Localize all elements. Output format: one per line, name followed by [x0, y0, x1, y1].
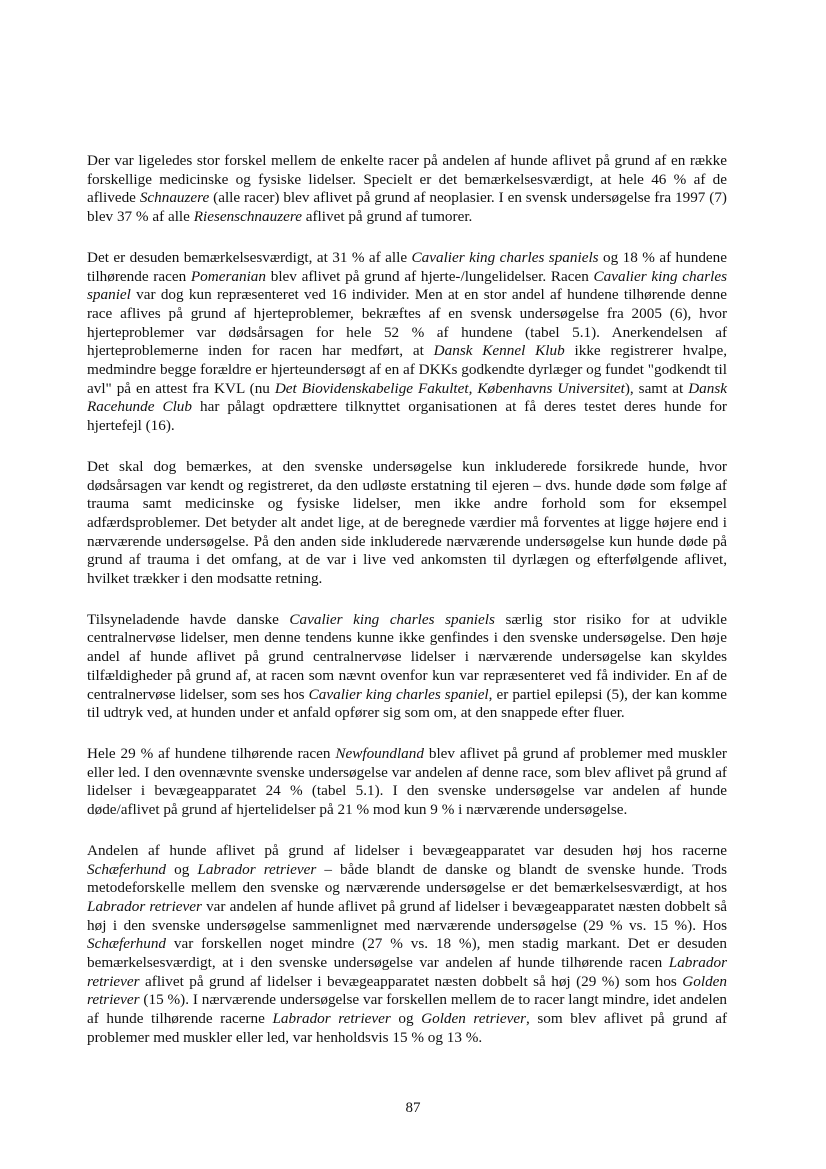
italic-text-segment: Labrador retriever [197, 860, 317, 878]
text-segment: (15 %). I nærværende undersøgelse var forskellen mellem de to racer langt mindre, idet andelen af hunde tilhørende racerne [87, 991, 727, 1028]
italic-text-segment: Cavalier king charles spaniels [411, 248, 599, 266]
italic-text-segment: Cavalier king charles spaniel [308, 685, 489, 703]
paragraph [87, 842, 727, 1048]
text-segment: Hele 29 % af hundene tilhørende racen [87, 744, 336, 762]
paragraph [87, 249, 727, 436]
text-segment: særlig stor risiko for at udvikle centralnervøse lidelser, men denne tendens kunne ikke genfindes i den svenske undersøgelse. Den høje andel af hunde aflivet på grund centralnervøse lidelser i nærværende undersøgelse kan skyldes tilfældigheder på grund af, at racen som nævnt ovenfor kun var repræsenteret ved få individer. En af de centralnervøse lidelser, som ses hos [87, 610, 727, 703]
text-segment: var forskellen noget mindre (27 % vs. 18 %), men stadig markant. Det er desuden bemærkelsesværdigt, at i den svenske undersøgelse var andelen af hunde tilhørende racen [87, 935, 727, 972]
italic-text-segment: Riesenschnauzere [193, 208, 302, 226]
text-segment: og [390, 1010, 422, 1028]
italic-text-segment: Schæferhund [87, 935, 167, 953]
text-segment: aflivet på grund af lidelser i bevægeapparatet næsten dobbelt så høj (29 %) som hos [139, 972, 683, 990]
text-segment: Andelen af hunde aflivet på grund af lidelser i bevægeapparatet var desuden høj hos racerne [87, 841, 727, 859]
italic-text-segment: Det Biovidenskabelige Fakultet, Københavns Universitet [274, 379, 625, 397]
text-segment: (alle racer) blev aflivet på grund af neoplasier. I en svensk undersøgelse fra 1997 (7) blev 37 % af alle [87, 189, 727, 226]
italic-text-segment: Schnauzere [139, 189, 210, 207]
text-segment: , er partiel epilepsi (5), der kan komme til udtryk ved, at hunden under et anfald opfører sig som om, at den snappede efter fluer. [87, 685, 727, 722]
text-segment: var andelen af hunde aflivet på grund af lidelser i bevægeapparatet næsten dobbelt så høj i den svenske undersøgelse sammenlignet med nærværende undersøgelse (29 % vs. 15 %). Hos [87, 897, 727, 934]
text-segment: ikke registrerer hvalpe, medmindre begge forældre er hjerteundersøgt af en af DKKs godkendte dyrlæger og fundet "godkendt til avl" på en attest fra KVL (nu [87, 342, 728, 397]
text-segment: har pålagt opdrættere tilknyttet organisationen at få deres testet deres hunde for hjertefejl (16). [87, 398, 727, 435]
text-segment: , som blev aflivet på grund af problemer med muskler eller led, var henholdsvis 15 % og 13 %. [87, 1010, 728, 1046]
text-segment: Tilsyneladende havde danske [87, 610, 290, 628]
text-segment: og [166, 860, 198, 878]
italic-text-segment: Schæferhund [87, 860, 167, 878]
italic-text-segment: Pomeranian [190, 267, 266, 285]
italic-text-segment: Cavalier king charles spaniels [289, 610, 495, 628]
paragraph [87, 152, 727, 227]
italic-text-segment: Dansk Kennel Klub [433, 342, 565, 360]
text-segment: blev aflivet på grund af hjerte-/lungelidelser. Racen [266, 267, 594, 285]
text-segment: aflivet på grund af tumorer. [301, 208, 473, 226]
italic-text-segment: Labrador retriever [87, 954, 727, 990]
text-segment: ), samt at [624, 379, 689, 397]
italic-text-segment: Labrador retriever [87, 897, 202, 915]
text-segment: var dog kun repræsenteret ved 16 individer. Men at en stor andel af hundene tilhørende denne race aflives på grund af hjerteproblemer, bekræftes af en svensk undersøgelse fra 2005 (6), hvor hjerteproblemer var dødsårsagen for hele 52 % af hundene (tabel 5.1). Anerkendelsen af hjerteproblemerne inden for racen har medført, at [87, 286, 727, 360]
page-number: 87 [405, 1100, 421, 1116]
italic-text-segment: Dansk Racehunde Club [87, 379, 728, 416]
italic-text-segment: Newfoundland [335, 744, 424, 762]
text-segment: – både blandt de danske og blandt de svenske hunde. Trods metodeforskelle mellem den svenske og nærværende undersøgelse er det bemærkelsesværdigt, at hos [87, 860, 728, 897]
paragraph [87, 611, 727, 723]
text-segment: Det er desuden bemærkelsesværdigt, at 31 % af alle [87, 248, 412, 266]
text-segment: Det skal dog bemærkes, at den svenske undersøgelse kun inkluderede forsikrede hunde, hvor dødsårsagen var kendt og registreret, da den udløste erstatning til ejeren – dvs. hunde døde som følge af trauma samt medicinske og fysiske lidelser, men ikke andre forhold som for eksempel adfærdsproblemer. Det betyder alt andet lige, at de beregnede værdier må forventes at ligge højere end i nærværende undersøgelse. På den anden side inkluderede nærværende undersøgelse kun hunde døde på grund af trauma i det omfang, at de var i live ved ankomsten til dyrlægen og efterfølgende aflivet, hvilket trækker i den modsatte retning. [87, 457, 727, 588]
text-segment: Der var ligeledes stor forskel mellem de enkelte racer på andelen af hunde aflivet på grund af en række forskellige medicinske og fysiske lidelser. Specielt er det bemærkelsesværdigt, at hele 46 % af de aflivede [87, 152, 727, 207]
text-segment: og 18 % af hundene tilhørende racen [87, 248, 728, 285]
italic-text-segment: Golden retriever [87, 972, 727, 1009]
italic-text-segment: Labrador retriever [272, 1010, 391, 1028]
italic-text-segment: Golden retriever [421, 1010, 526, 1028]
italic-text-segment: Cavalier king charles spaniel [87, 267, 727, 304]
body-text [87, 152, 727, 1070]
paragraph [87, 458, 727, 589]
paragraph [87, 745, 727, 820]
text-segment: blev aflivet på grund af problemer med muskler eller led. I den ovennævnte svenske undersøgelse var andelen af denne race, som blev aflivet på grund af lidelser i bevægeapparatet 24 % (tabel 5.1). I den svenske undersøgelse var andelen af hunde døde/aflivet på grund af hjertelidelser på 21 % mod kun 9 % i nærværende undersøgelse. [87, 744, 727, 819]
